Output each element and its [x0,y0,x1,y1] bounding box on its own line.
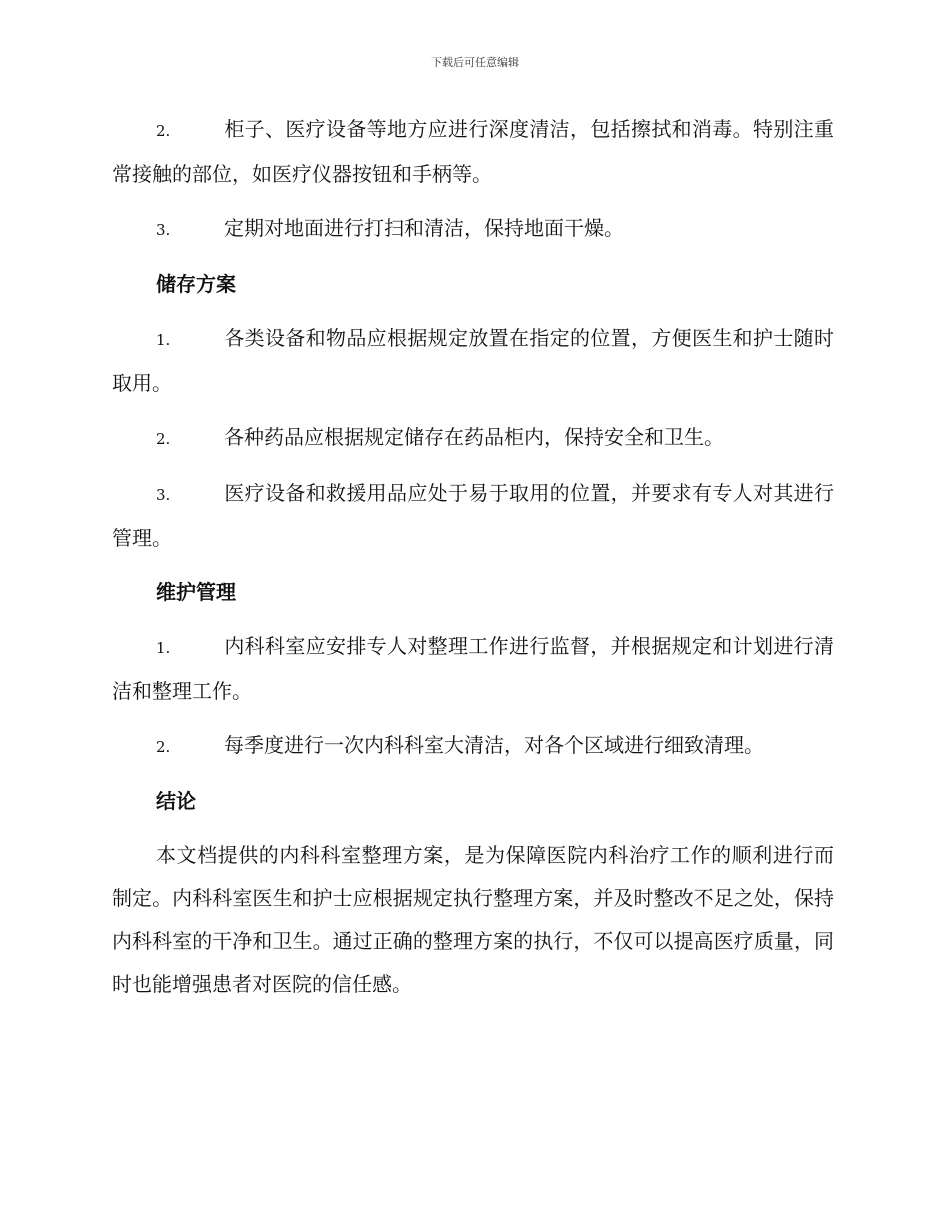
list-item-storage-3 [112,472,834,560]
list-number: 2. [156,738,171,756]
list-number: 2. [156,122,171,140]
list-number: 2. [156,430,171,448]
header-note: 下载后可任意编辑 [431,56,519,69]
list-number: 3. [156,486,171,504]
list-text: 各种药品应根据规定储存在药品柜内，保持安全和卫生。 [224,425,724,449]
section-heading-conclusion: 结论 [156,789,196,813]
list-text: 柜子、医疗设备等地方应进行深度清洁，包括擦拭和消毒。特别注重常接触的部位，如医疗仪器按钮和手柄等。 [112,117,834,186]
list-text: 定期对地面进行打扫和清洁，保持地面干燥。 [224,216,624,240]
list-item-maintenance-2 [112,724,834,769]
list-item-maintenance-1 [112,625,834,713]
list-text: 医疗设备和救援用品应处于易于取用的位置，并要求有专人对其进行管理。 [112,481,834,550]
list-item-cleaning-2 [112,108,834,196]
section-heading-storage: 储存方案 [156,272,236,296]
list-text: 每季度进行一次内科科室大清洁，对各个区域进行细致清理。 [224,733,764,757]
list-item-cleaning-3 [112,207,834,252]
section-heading-maintenance: 维护管理 [156,580,236,604]
list-number: 1. [156,331,171,349]
list-item-storage-2 [112,416,834,461]
list-text: 各类设备和物品应根据规定放置在指定的位置，方便医生和护士随时取用。 [112,326,834,395]
list-number: 1. [156,639,171,657]
document-body [112,108,834,1006]
conclusion-paragraph: 本文档提供的内科科室整理方案，是为保障医院内科治疗工作的顺利进行而制定。内科科室医生和护士应根据规定执行整理方案，并及时整改不足之处，保持内科科室的干净和卫生。通过正确的整理方案的执行，不仅可以提高医疗质量，同时也能增强患者对医院的信任感。 [112,843,834,996]
list-number: 3. [156,221,171,239]
list-text: 内科科室应安排专人对整理工作进行监督，并根据规定和计划进行清洁和整理工作。 [112,634,834,703]
list-item-storage-1 [112,317,834,405]
